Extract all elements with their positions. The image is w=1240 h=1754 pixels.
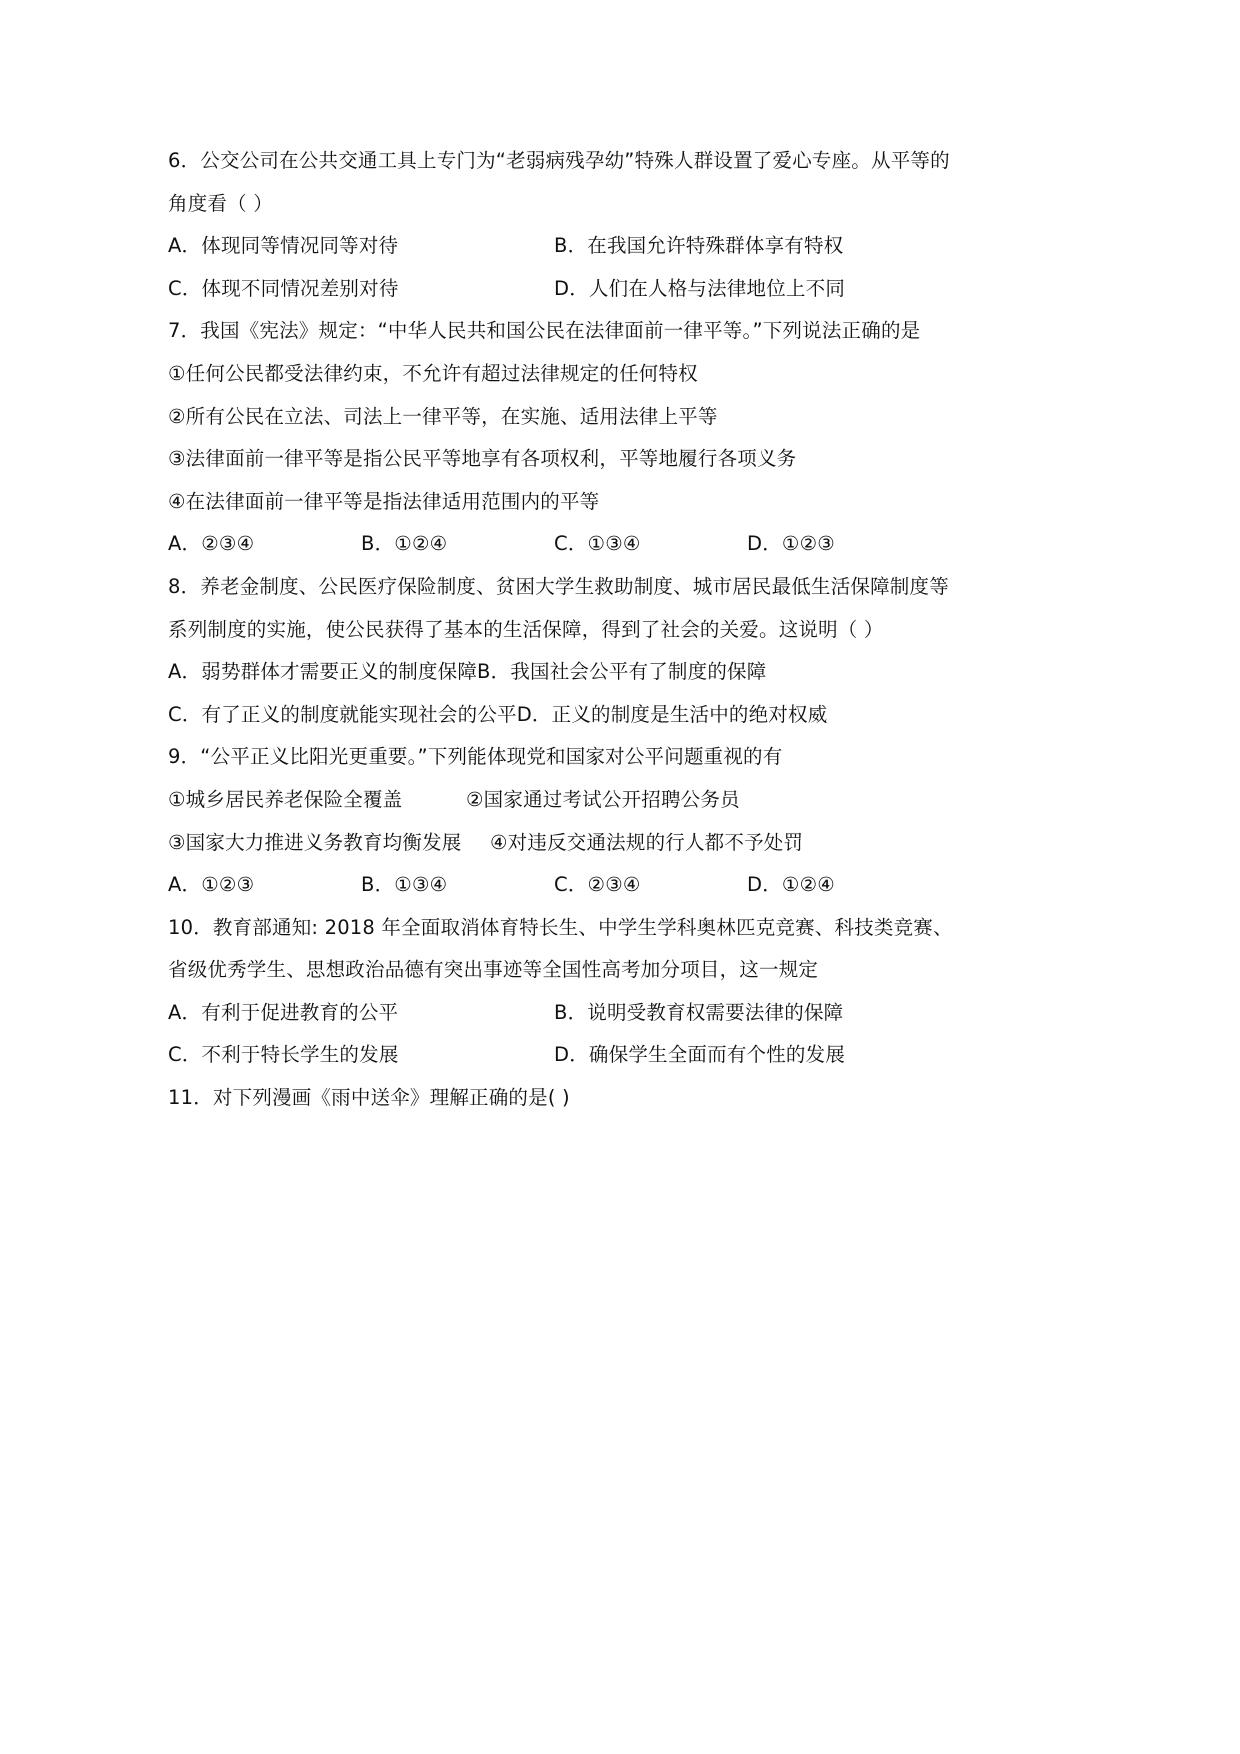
- statement-1: ①任何公民都受法律约束，不允许有超过法律规定的任何特权: [168, 361, 698, 385]
- question-stem: 8．养老金制度、公民医疗保险制度、贫困大学生救助制度、城市居民最低生活保障制度等: [168, 574, 949, 598]
- question-stem: 9．“公平正义比阳光更重要。”下列能体现党和国家对公平问题重视的有: [168, 745, 783, 769]
- question-stem: 10．教育部通知: 2018 年全面取消体育特长生、中学生学科奥林匹克竞赛、科技类竞赛、: [168, 915, 953, 939]
- question-stem: 6．公交公司在公共交通工具上专门为“老弱病残孕幼”特殊人群设置了爱心专座。从平等的: [168, 149, 950, 172]
- question-7: [168, 310, 1068, 566]
- option-a: A．有利于促进教育的公平: [168, 1000, 399, 1024]
- options-row: [168, 268, 1068, 311]
- option-b: B．①③④: [361, 873, 448, 897]
- question-stem: 11．对下列漫画《雨中送伞》理解正确的是( ): [168, 1086, 570, 1110]
- statement-3: ③国家大力推进义务教育均衡发展: [168, 830, 462, 854]
- statement-3: ③法律面前一律平等是指公民平等地享有各项权利，平等地履行各项义务: [168, 447, 797, 471]
- options-row: [168, 651, 1068, 694]
- statement-1: ①城乡居民养老保险全覆盖: [168, 787, 403, 811]
- options-row: [168, 694, 1068, 737]
- question-stem: 角度看（ ）: [168, 191, 273, 215]
- question-10: [168, 907, 1068, 1077]
- question-11: [168, 1077, 1068, 1120]
- option-d: D．确保学生全面而有个性的发展: [554, 1043, 846, 1067]
- option-a: A．①②③: [168, 873, 255, 897]
- option-a: A．弱势群体才需要正义的制度保障: [168, 660, 478, 684]
- question-6: [168, 140, 1068, 310]
- option-d: D．正义的制度是生活中的绝对权威: [516, 702, 828, 726]
- options-row: [168, 1034, 1068, 1077]
- statement-4: ④在法律面前一律平等是指法律适用范围内的平等: [168, 489, 600, 513]
- option-b: B．在我国允许特殊群体享有特权: [554, 234, 844, 258]
- option-b: B．说明受教育权需要法律的保障: [554, 1000, 844, 1024]
- statement-4: ④对违反交通法规的行人都不予处罚: [490, 830, 804, 854]
- statement-2: ②国家通过考试公开招聘公务员: [466, 787, 740, 811]
- option-c: C．有了正义的制度就能实现社会的公平: [168, 702, 517, 726]
- option-b: B．我国社会公平有了制度的保障: [477, 660, 767, 684]
- options-row: [168, 523, 1068, 566]
- options-row: [168, 864, 1068, 907]
- option-c: C．①③④: [554, 532, 641, 556]
- question-8: [168, 566, 1068, 736]
- exam-page: [168, 140, 1068, 1120]
- question-stem: 省级优秀学生、思想政治品德有突出事迹等全国性高考加分项目，这一规定: [168, 958, 819, 982]
- option-a: A．体现同等情况同等对待: [168, 234, 399, 258]
- question-stem: 7．我国《宪法》规定：“中华人民共和国公民在法律面前一律平等。”下列说法正确的是: [168, 319, 921, 343]
- option-b: B．①②④: [361, 532, 448, 556]
- statements-row: [168, 779, 1068, 822]
- option-c: C．②③④: [554, 873, 641, 897]
- options-row: [168, 225, 1068, 268]
- option-d: D．①②④: [747, 873, 835, 897]
- statement-2: ②所有公民在立法、司法上一律平等，在实施、适用法律上平等: [168, 404, 718, 428]
- option-c: C．不利于特长学生的发展: [168, 1043, 399, 1067]
- option-d: D．人们在人格与法律地位上不同: [554, 276, 846, 300]
- option-c: C．体现不同情况差别对待: [168, 276, 399, 300]
- options-row: [168, 992, 1068, 1035]
- statements-row: [168, 822, 1068, 865]
- option-a: A．②③④: [168, 532, 255, 556]
- question-stem: 系列制度的实施，使公民获得了基本的生活保障，得到了社会的关爱。这说明（ ）: [168, 617, 884, 641]
- option-d: D．①②③: [747, 532, 835, 556]
- question-9: [168, 736, 1068, 906]
